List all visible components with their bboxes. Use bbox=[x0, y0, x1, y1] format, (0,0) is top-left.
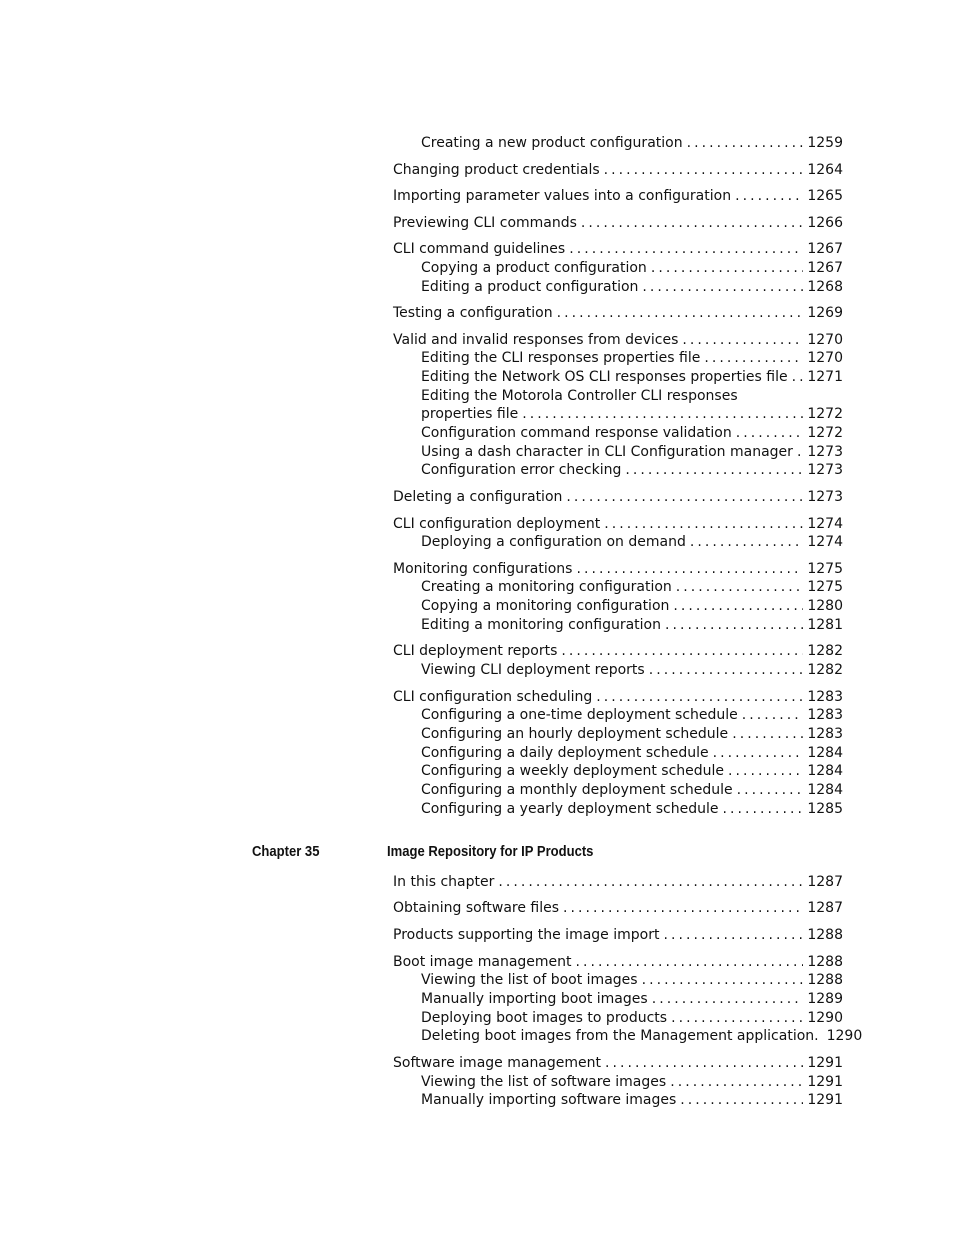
dot-leader bbox=[652, 990, 804, 1009]
toc-entry-page: 1290 bbox=[807, 1010, 843, 1026]
toc-entry-page: 1264 bbox=[807, 162, 843, 178]
toc-entry[interactable] bbox=[421, 424, 843, 443]
toc-entry-page: 1287 bbox=[807, 874, 843, 890]
toc-entry[interactable] bbox=[421, 725, 843, 744]
toc-entry-title: Copying a monitoring configuration bbox=[421, 598, 670, 614]
dot-leader bbox=[642, 971, 804, 990]
toc-entry-title: Configuring a one-time deployment schedule bbox=[421, 707, 738, 723]
toc-entry-page: 1266 bbox=[807, 215, 843, 231]
toc-entry-page: 1283 bbox=[807, 726, 843, 742]
toc-entry-page: 1273 bbox=[807, 462, 843, 478]
dot-leader bbox=[673, 597, 803, 616]
toc-entry-title: Importing parameter values into a configuration bbox=[393, 188, 732, 204]
toc-entry-title: Configuring a yearly deployment schedule bbox=[421, 801, 719, 817]
dot-leader bbox=[670, 1073, 803, 1092]
dot-leader bbox=[596, 688, 803, 707]
toc-entry[interactable] bbox=[421, 368, 843, 387]
toc-entry[interactable] bbox=[393, 688, 843, 707]
dot-leader bbox=[690, 533, 804, 552]
dot-leader bbox=[671, 1009, 803, 1028]
toc-entry-title: Editing the Network OS CLI responses properties file bbox=[421, 369, 788, 385]
toc-entry-title: Editing a monitoring configuration bbox=[421, 617, 661, 633]
toc-entry[interactable] bbox=[393, 873, 843, 892]
toc-entry[interactable] bbox=[393, 926, 843, 945]
toc-entry[interactable] bbox=[421, 578, 843, 597]
toc-entry[interactable] bbox=[421, 1073, 843, 1092]
dot-leader bbox=[498, 873, 803, 892]
toc-entry[interactable] bbox=[421, 661, 843, 680]
toc-entry-page: 1283 bbox=[807, 689, 843, 705]
dot-leader bbox=[704, 349, 803, 368]
toc-entry[interactable] bbox=[421, 1027, 863, 1046]
toc-entry-title: Viewing the list of software images bbox=[421, 1074, 667, 1090]
dot-leader bbox=[680, 1091, 803, 1110]
toc-entry-title: Testing a configuration bbox=[393, 305, 553, 321]
toc-entry-title: Boot image management bbox=[393, 954, 572, 970]
toc-entry[interactable] bbox=[421, 744, 843, 763]
dot-leader bbox=[561, 642, 803, 661]
toc-entry-page: 1283 bbox=[807, 707, 843, 723]
toc-entry[interactable] bbox=[421, 616, 843, 635]
toc-entry[interactable] bbox=[421, 1009, 843, 1028]
toc-entry-title: Configuration error checking bbox=[421, 462, 622, 478]
dot-leader bbox=[522, 405, 803, 424]
dot-leader bbox=[792, 368, 804, 387]
toc-entry-title: Previewing CLI commands bbox=[393, 215, 577, 231]
toc-entry[interactable] bbox=[421, 405, 843, 424]
toc-entry-page: 1275 bbox=[807, 561, 843, 577]
toc-entry-page: 1282 bbox=[807, 662, 843, 678]
toc-entry-page: 1288 bbox=[807, 927, 843, 943]
toc-entry-title: Deploying a configuration on demand bbox=[421, 534, 686, 550]
dot-leader bbox=[737, 781, 804, 800]
dot-leader bbox=[735, 187, 803, 206]
toc-entry-page: 1280 bbox=[807, 598, 843, 614]
toc-entry-page: 1272 bbox=[807, 406, 843, 422]
toc-entry-page: 1284 bbox=[807, 763, 843, 779]
toc-entry-page: 1272 bbox=[807, 425, 843, 441]
toc-entry-title: Viewing the list of boot images bbox=[421, 972, 638, 988]
dot-leader bbox=[604, 515, 803, 534]
toc-entry-title: Manually importing software images bbox=[421, 1092, 677, 1108]
toc-entry[interactable] bbox=[421, 800, 843, 819]
toc-entry-title: properties file bbox=[421, 406, 519, 422]
toc-entry-page: 1273 bbox=[807, 489, 843, 505]
dot-leader bbox=[605, 1054, 803, 1073]
toc-entry-title: Using a dash character in CLI Configuration manager bbox=[421, 444, 793, 460]
toc-entry[interactable] bbox=[421, 134, 843, 153]
dot-leader bbox=[732, 725, 803, 744]
dot-leader bbox=[713, 744, 804, 763]
dot-leader bbox=[576, 560, 803, 579]
toc-entry-page: 1291 bbox=[807, 1092, 843, 1108]
dot-leader bbox=[665, 616, 803, 635]
toc-entry[interactable] bbox=[421, 349, 843, 368]
toc-entry-title: Configuring a weekly deployment schedule bbox=[421, 763, 725, 779]
toc-entry-page: 1288 bbox=[807, 972, 843, 988]
dot-leader bbox=[722, 800, 803, 819]
dot-leader bbox=[742, 706, 804, 725]
toc-entry-title: Configuring a daily deployment schedule bbox=[421, 745, 709, 761]
toc-entry-page: 1265 bbox=[807, 188, 843, 204]
toc-entry-title: Configuring a monthly deployment schedule bbox=[421, 782, 733, 798]
toc-entry[interactable] bbox=[421, 706, 843, 725]
toc-entry-page: 1274 bbox=[807, 516, 843, 532]
toc-entry[interactable] bbox=[393, 187, 843, 206]
toc-entry[interactable] bbox=[393, 214, 843, 233]
toc-entry[interactable] bbox=[421, 597, 843, 616]
toc-entry-page: 1269 bbox=[807, 305, 843, 321]
dot-leader bbox=[797, 443, 803, 462]
dot-leader bbox=[576, 953, 804, 972]
toc-entry-title: Deleting boot images from the Management application. bbox=[421, 1028, 819, 1044]
toc-entry[interactable] bbox=[421, 762, 843, 781]
toc-entry-page: 1281 bbox=[807, 617, 843, 633]
dot-leader bbox=[557, 304, 804, 323]
toc-entry[interactable] bbox=[421, 781, 843, 800]
toc-entry-page: 1267 bbox=[807, 260, 843, 276]
toc-entry-page: 1288 bbox=[807, 954, 843, 970]
toc-entry[interactable] bbox=[421, 990, 843, 1009]
dot-leader bbox=[566, 488, 803, 507]
toc-entry-page: 1290 bbox=[826, 1028, 863, 1044]
toc-entry-title: Creating a new product configuration bbox=[421, 135, 683, 151]
toc-entry-page: 1270 bbox=[807, 332, 843, 348]
toc-entry-title: Changing product credentials bbox=[393, 162, 600, 178]
toc-entry-title: Editing the CLI responses properties file bbox=[421, 350, 701, 366]
toc-entry-page: 1274 bbox=[807, 534, 843, 550]
dot-leader bbox=[569, 240, 803, 259]
toc-entry[interactable] bbox=[393, 899, 843, 918]
toc-entry-title: Manually importing boot images bbox=[421, 991, 648, 1007]
toc-entry-title: Monitoring configurations bbox=[393, 561, 573, 577]
toc-entry-page: 1275 bbox=[807, 579, 843, 595]
dot-leader bbox=[663, 926, 803, 945]
toc-entry-page: 1285 bbox=[807, 801, 843, 817]
toc-entry[interactable] bbox=[421, 533, 843, 552]
dot-leader bbox=[728, 762, 803, 781]
toc-entry[interactable] bbox=[393, 1054, 843, 1073]
dot-leader bbox=[649, 661, 804, 680]
toc-entry-title: Configuration command response validation bbox=[421, 425, 732, 441]
toc-entry[interactable] bbox=[393, 642, 843, 661]
toc-entry[interactable] bbox=[421, 278, 843, 297]
toc-entry[interactable] bbox=[421, 259, 843, 278]
toc-entry[interactable] bbox=[393, 560, 843, 579]
chapter-title[interactable]: Image Repository for IP Products bbox=[387, 844, 594, 860]
toc-entry[interactable] bbox=[393, 161, 843, 180]
dot-leader bbox=[642, 278, 803, 297]
dot-leader bbox=[581, 214, 803, 233]
toc-entry-title: Valid and invalid responses from devices bbox=[393, 332, 679, 348]
toc-entry-page: 1282 bbox=[807, 643, 843, 659]
toc-entry-page: 1267 bbox=[807, 241, 843, 257]
toc-entry-page: 1284 bbox=[807, 745, 843, 761]
toc-entry[interactable] bbox=[421, 971, 843, 990]
toc-entry[interactable] bbox=[393, 240, 843, 259]
toc-entry-page: 1270 bbox=[807, 350, 843, 366]
toc-entry-title: Editing a product configuration bbox=[421, 279, 639, 295]
dot-leader bbox=[625, 461, 803, 480]
toc-entry-title-line[interactable]: Editing the Motorola Controller CLI responses bbox=[421, 388, 738, 404]
toc-entry-title: Configuring an hourly deployment schedule bbox=[421, 726, 729, 742]
toc-entry-title: Copying a product configuration bbox=[421, 260, 647, 276]
toc-entry-title: In this chapter bbox=[393, 874, 495, 890]
toc-entry-page: 1291 bbox=[807, 1055, 843, 1071]
toc-entry-page: 1259 bbox=[807, 135, 843, 151]
toc-entry-title: Deleting a configuration bbox=[393, 489, 563, 505]
dot-leader bbox=[676, 578, 804, 597]
dot-leader bbox=[687, 134, 804, 153]
toc-entry[interactable] bbox=[393, 331, 843, 350]
toc-entry-page: 1284 bbox=[807, 782, 843, 798]
toc-entry[interactable] bbox=[393, 304, 843, 323]
toc-entry-title: Obtaining software files bbox=[393, 900, 560, 916]
toc-entry-page: 1271 bbox=[807, 369, 843, 385]
dot-leader bbox=[604, 161, 804, 180]
toc-entry-page: 1273 bbox=[807, 444, 843, 460]
toc-entry-title: Creating a monitoring configuration bbox=[421, 579, 672, 595]
toc-entry-title: CLI configuration deployment bbox=[393, 516, 601, 532]
toc-entry-page: 1287 bbox=[807, 900, 843, 916]
toc-entry[interactable] bbox=[421, 461, 843, 480]
toc-entry[interactable] bbox=[421, 443, 843, 462]
toc-entry-title: CLI command guidelines bbox=[393, 241, 566, 257]
dot-leader bbox=[563, 899, 803, 918]
toc-entry-title: Products supporting the image import bbox=[393, 927, 660, 943]
toc-entry-title: CLI deployment reports bbox=[393, 643, 558, 659]
toc-entry[interactable] bbox=[393, 488, 843, 507]
toc-entry-page: 1289 bbox=[807, 991, 843, 1007]
toc-entry-title: Viewing CLI deployment reports bbox=[421, 662, 645, 678]
toc-entry-title: Deploying boot images to products bbox=[421, 1010, 668, 1026]
toc-entry-page: 1268 bbox=[807, 279, 843, 295]
dot-leader bbox=[736, 424, 804, 443]
toc-entry[interactable] bbox=[393, 953, 843, 972]
chapter-label: Chapter 35 bbox=[252, 844, 320, 860]
toc-entry-title: CLI configuration scheduling bbox=[393, 689, 593, 705]
dot-leader bbox=[682, 331, 803, 350]
toc-entry-title: Software image management bbox=[393, 1055, 602, 1071]
toc-entry[interactable] bbox=[393, 515, 843, 534]
toc-entry-page: 1291 bbox=[807, 1074, 843, 1090]
toc-entry[interactable] bbox=[421, 1091, 843, 1110]
dot-leader bbox=[651, 259, 804, 278]
